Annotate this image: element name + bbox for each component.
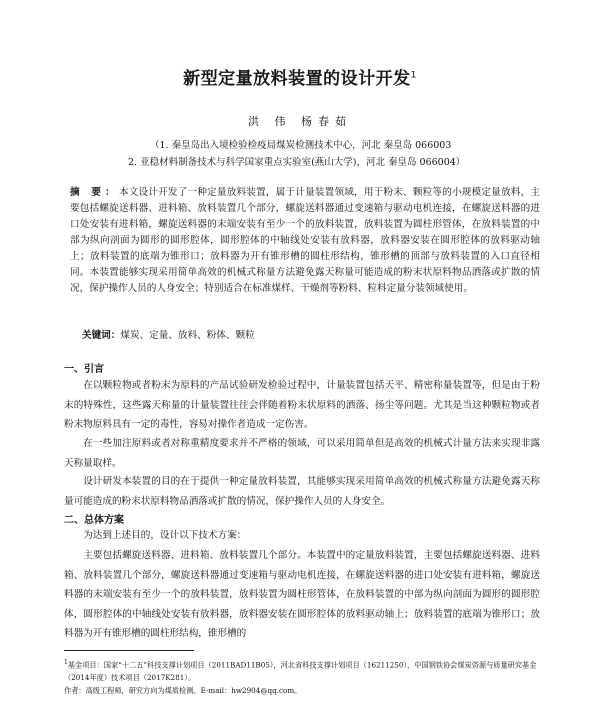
- keywords-text: 煤炭、定量、放料、粉体、颗粒: [120, 330, 255, 341]
- footnote-author: 作者：高级工程师，研究方向为煤质检测。E-mail：hw2904@qq.com。: [64, 686, 302, 696]
- intro-paragraph-3: 设计研发本装置的目的在于提供一种定量放料装置，其能够实现采用简单高效的机械式称量方法避免露天称量可能造成的粉末状原料物品洒落或扩散的情况，保护操作人员的人身安全。: [64, 476, 540, 507]
- intro-paragraph-1: 在以颗粒物或者粉末为原料的产品试验研发检验过程中，计量装置包括天平、精密称量装置等，但是由于粉末的特殊性，这些露天称量的计量装置往往会伴随着粉末状原料的洒落、扬尘等问题。尤其是当这种颗粒物或者粉末物原料具有一定的毒性，容易对操作者造成一定伤害。: [64, 380, 540, 430]
- intro-paragraph-2: 在一些加注原料或者对称重精度要求并不严格的领域，可以采用简单但是高效的机械式计量方法来实现非露天称量取样。: [64, 438, 540, 469]
- footnotes: [64, 656, 544, 697]
- affiliation-1: （1. 秦皇岛出入境检验检疫局煤炭检测技术中心，河北 秦皇岛 066003: [150, 140, 452, 151]
- affiliation-2: 2. 亚稳材料制备技术与科学国家重点实验室(燕山大学)，河北 秦皇岛 066004）: [128, 157, 466, 168]
- authors: 洪 伟 杨春茹: [248, 115, 352, 128]
- keywords-label: 关键词：: [82, 330, 121, 341]
- abstract-label: 摘 要：: [70, 187, 119, 198]
- plan-paragraph-2: 主要包括螺旋送料器、进料箱、放料装置几个部分。本装置中的定量放料装置，主要包括螺旋送料器、进料箱、放料装置几个部分，螺旋送料器通过变速箱与驱动电机连接，在螺旋送料器的进口处安装有进料箱，螺旋送料器的末端安装有至少一个的放料装置，放料装置为圆柱形管体，在放料装置的中部为纵向剖面为圆形的圆形腔体，圆形腔体的中轴线处安装有放料器，放料器安装在圆形腔体的放料驱动轴上；放料装置的底端为锥形口；放料器为开有锥形槽的圆柱形结构，锥形槽的: [64, 550, 540, 639]
- title-footnote-mark: 1: [410, 70, 417, 81]
- plan-paragraph-1: 为达到上述目的，设计以下技术方案：: [83, 530, 247, 541]
- footnote-divider: [64, 650, 194, 651]
- footnote-funding: $^1$基金项目：国家“十二五”科技支撑计划项目（2011BAD11B05），河北省科技支撑计划项目（16211250），中国钢铁协会煤炭资源与质量研究基金（2014年度）技术项目（2017K281）。: [64, 659, 537, 683]
- abstract-text: 本文设计开发了一种定量放料装置，属于计量装置领域，用于粉末、颗粒等的小规模定量放料，主要包括螺旋送料器、进料箱、放料装置几个部分，螺旋送料器通过变速箱与驱动电机连接，在螺旋送料器的进口处安装有进料箱，螺旋送料器的末端安装有至少一个的放料装置，放料装置为圆柱形管体，在放料装置的中部为纵向剖面为圆形的圆形腔体，圆形腔体的中轴线处安装有放料器，放料器安装在圆形腔体的放料驱动轴上；放料装置的底端为锥形口；放料器为开有锥形槽的圆柱形结构，锥形槽的顶部与放料装置的入口直径相同。本装置能够实现采用简单高效的机械式称量方法避免露天称量可能造成的粉末状原料物品洒落或扩散的情况，保护操作人员的人身安全；特别适合在标准煤样、干燥剂等粉料、粒料定量分装领域使用。: [70, 187, 540, 294]
- keywords: [82, 327, 255, 341]
- section-heading-intro: 一、引言: [64, 364, 104, 375]
- section-heading-overall-plan: 二、总体方案: [64, 515, 124, 526]
- paper-title: 新型定量放料装置的设计开发$^1$: [183, 69, 417, 89]
- abstract: [70, 185, 540, 297]
